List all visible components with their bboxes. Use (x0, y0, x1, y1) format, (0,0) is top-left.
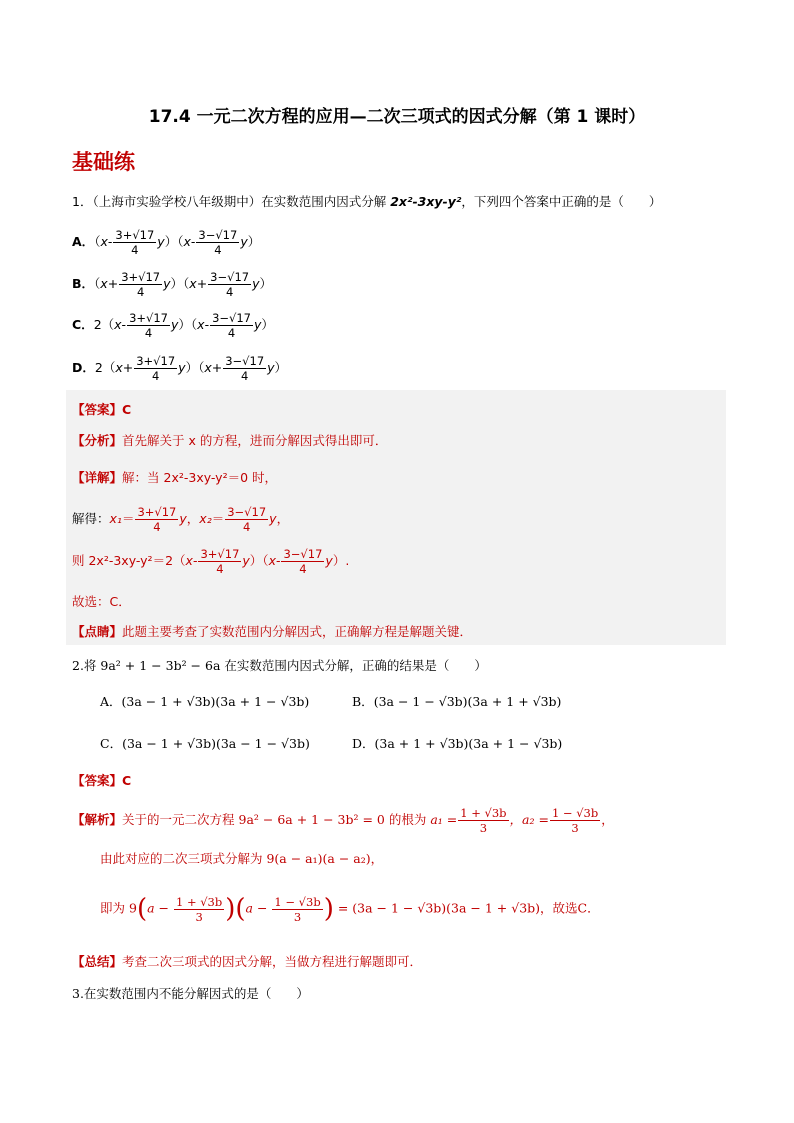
q2-explanation: 【解析】关于的一元二次方程 9a² − 6a + 1 − 3b² = 0 的根为 a₁ = $\frac{1 + √3b}{3}$ ，a₂ = $\frac{1 - √3b}{3}$ ， (72, 806, 614, 835)
q1-option-d[interactable]: D．2（x+ $\frac{3+√17}{4}$ y）（x+ $\frac{3-√17}{4}$ y） (72, 354, 288, 383)
fraction: $\frac{3+√17}{4}$ (136, 354, 176, 383)
q1-option-c[interactable]: C．2（x- $\frac{3+√17}{4}$ y）（x- $\frac{3-√17}{4}$ y） (72, 311, 274, 340)
q2-summary: 【总结】考查二次三项式的因式分解，当做方程进行解题即可． (72, 954, 423, 969)
q1-stem: 1．（上海市实验学校八年级期中）在实数范围内因式分解 2x²-3xy-y²，下列四个答案中正确的是（ ） (72, 194, 662, 209)
q3-stem: 3.在实数范围内不能分解因式的是（ ） (72, 986, 309, 1001)
fraction: $\frac{3-√17}{4}$ (198, 228, 238, 257)
q2-answer: 【答案】C (72, 773, 132, 788)
fraction: $\frac{3+√17}{4}$ (115, 228, 155, 257)
q1-comment: 【点睛】此题主要考查了实数范围内分解因式，正确解方程是解题关键． (72, 624, 473, 639)
q1-choice: 故选：C． (72, 594, 131, 609)
q2-stem: 2.将 9a² + 1 − 3b² − 6a 在实数范围内因式分解，正确的结果是（ ） (72, 658, 487, 673)
q1-option-b[interactable]: B．（x+ $\frac{3+√17}{4}$ y）（x+ $\frac{3-√17}{4}$ y） (72, 270, 273, 299)
q1-answer: 【答案】C (72, 402, 132, 417)
q2-option-b[interactable]: B．(3a − 1 − √3b)(3a + 1 + √3b) (352, 694, 562, 709)
fraction: $\frac{3+√17}{4}$ (121, 270, 161, 299)
section-heading: 基础练 (72, 150, 135, 174)
q1-detail: 【详解】解：当 2x²-3xy-y²＝0 时， (72, 470, 278, 485)
q1-analysis: 【分析】首先解关于 x 的方程，进而分解因式得出即可． (72, 433, 388, 448)
fraction: $\frac{3-√17}{4}$ (225, 354, 265, 383)
q1-conclusion: 则 2x²-3xy-y²＝2（x- $\frac{3+√17}{4}$ y）（x- $\frac{3-√17}{4}$ y）. (72, 547, 350, 576)
q2-option-c[interactable]: C．(3a − 1 + √3b)(3a − 1 − √3b) (100, 736, 310, 751)
fraction: $\frac{3-√17}{4}$ (212, 311, 251, 340)
q2-step-1: 由此对应的二次三项式分解为 9(a − a₁)(a − a₂)， (100, 851, 384, 866)
fraction: $\frac{3+√17}{4}$ (129, 311, 168, 340)
q2-option-d[interactable]: D．(3a + 1 + √3b)(3a + 1 − √3b) (352, 736, 563, 751)
q1-expression: 2x²-3xy-y² (390, 194, 462, 209)
q2-option-a[interactable]: A．(3a − 1 + √3b)(3a + 1 − √3b) (100, 694, 310, 709)
q1-roots: 解得：x₁＝ $\frac{3+√17}{4}$ y，x₂＝ $\frac{3-√17}{4}$ y， (72, 505, 290, 534)
q1-option-a[interactable]: A．（x- $\frac{3+√17}{4}$ y）（x- $\frac{3-√17}{4}$ y） (72, 228, 261, 257)
q2-step-2: 即为 9(a − $\frac{1 + √3b}{3}$ )(a − $\frac{1 - √3b}{3}$ ) = (3a − 1 − √3b)(3a − 1 + √3b)，故选C． (100, 894, 600, 924)
fraction: $\frac{3-√17}{4}$ (210, 270, 250, 299)
page-title: 17.4 一元二次方程的应用—二次三项式的因式分解（第 1 课时） (148, 107, 646, 127)
